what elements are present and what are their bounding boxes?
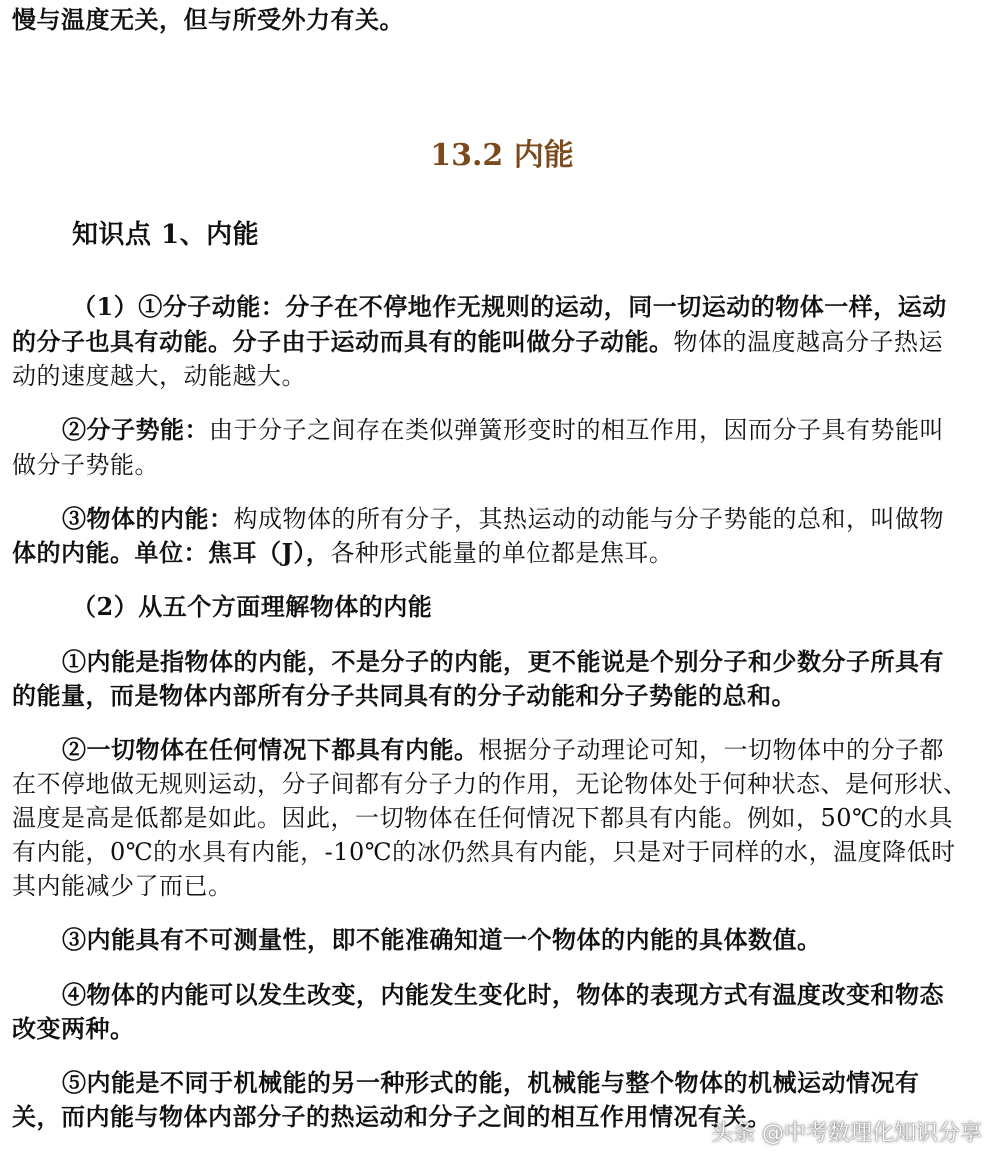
- paragraph-6-line-5: 其内能减少了而已。: [12, 872, 233, 900]
- source-watermark: 头条 @中考数理化知识分享: [711, 1121, 982, 1146]
- paragraph-1-line-2: [12, 327, 943, 356]
- paragraph-2-line-2: 做分子势能。: [12, 451, 159, 479]
- bold-text: ③物体的内能：: [62, 504, 234, 533]
- paragraph-6-line-2: 在不停地做无规则运动，分子间都有分子力的作用，无论物体处于何种状态、是何形状、: [12, 770, 968, 798]
- paragraph-8-line-1: ④物体的内能可以发生改变，内能发生变化时，物体的表现方式有温度改变和物态: [62, 980, 944, 1009]
- paragraph-8-line-2: 改变两种。: [12, 1014, 135, 1043]
- paragraph-5-line-1: ①内能是指物体的内能，不是分子的内能，更不能说是个别分子和少数分子所具有: [62, 647, 944, 676]
- paragraph-3-line-1: [62, 504, 944, 533]
- paragraph-9-line-1: ⑤内能是不同于机械能的另一种形式的能，机械能与整个物体的机械运动情况有: [62, 1068, 920, 1097]
- plain-text: 根据分子动理论可知，一切物体中的分子都: [478, 736, 944, 764]
- bold-text: ②一切物体在任何情况下都具有内能。: [62, 735, 479, 764]
- bold-text: 的分子也具有动能。分子由于运动而具有的能叫做分子动能。: [12, 327, 674, 356]
- previous-text-fragment: 慢与温度无关，但与所受外力有关。: [12, 5, 404, 34]
- paragraph-2-line-1: [62, 415, 944, 444]
- knowledge-point-heading: 知识点 1、内能: [72, 220, 260, 250]
- paragraph-7: ③内能具有不可测量性，即不能准确知道一个物体的内能的具体数值。: [62, 925, 822, 954]
- plain-text: 由于分子之间存在类似弹簧形变时的相互作用，因而分子具有势能叫: [209, 416, 944, 444]
- bold-text: 体的内能。单位：焦耳（J），: [12, 538, 331, 567]
- paragraph-6-line-4: 有内能，0℃的水具有内能，-10℃的冰仍然具有内能，只是对于同样的水，温度降低时: [12, 838, 956, 866]
- paragraph-5-line-2: 的能量，而是物体内部所有分子共同具有的分子动能和分子势能的总和。: [12, 681, 796, 710]
- paragraph-3-line-2: [12, 538, 674, 567]
- plain-text: 构成物体的所有分子，其热运动的动能与分子势能的总和，叫做物: [233, 505, 944, 533]
- bold-text: ②分子势能：: [62, 415, 209, 444]
- paragraph-4-heading: （2）从五个方面理解物体的内能: [72, 592, 433, 621]
- paragraph-6-line-3: 温度是高是低都是如此。因此，一切物体在任何情况下都具有内能。例如，50℃的水具: [12, 804, 953, 832]
- plain-text: 物体的温度越高分子热运: [673, 328, 943, 356]
- paragraph-6-line-1: [62, 735, 944, 764]
- paragraph-1-line-1: （1）①分子动能：分子在不停地作无规则的运动，同一切运动的物体一样，运动: [72, 292, 947, 321]
- paragraph-9-line-2: 关，而内能与物体内部分子的热运动和分子之间的相互作用情况有关。: [12, 1102, 772, 1131]
- section-title: 13.2 内能: [430, 138, 574, 173]
- paragraph-1-line-3: 动的速度越大，动能越大。: [12, 362, 306, 390]
- plain-text: 各种形式能量的单位都是焦耳。: [330, 539, 674, 567]
